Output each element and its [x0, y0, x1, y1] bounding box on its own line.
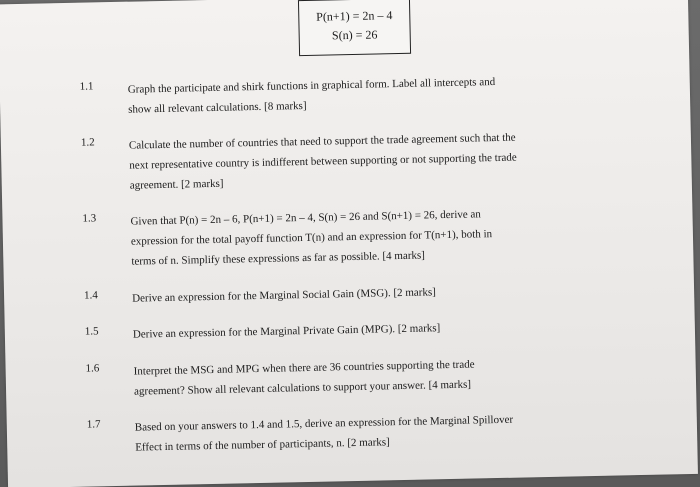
question-1-3: [2, 200, 692, 268]
question-line: show all relevant calculations. [8 marks]: [128, 99, 307, 116]
question-number: 1.3: [82, 212, 97, 225]
question-line: next representative country is indifferent between supporting or not supporting the trade: [129, 151, 517, 172]
question-line: terms of n. Simplify these expressions as far as possible. [4 marks]: [131, 249, 426, 268]
question-number: 1.2: [80, 136, 95, 149]
question-text: [130, 202, 601, 272]
question-1-7: [7, 406, 697, 454]
question-line: Given that P(n) = 2n – 6, P(n+1) = 2n – 4, S(n) = 26 and S(n+1) = 26, derive an: [130, 208, 481, 228]
formula-line: P(n+1) = 2n – 4: [316, 8, 393, 24]
question-text: [133, 315, 603, 345]
question-1-2: [1, 124, 691, 192]
formula-line: S(n) = 26: [331, 27, 378, 43]
question-1-4: [4, 277, 694, 305]
question-number: 1.7: [86, 418, 101, 431]
question-text: [128, 70, 599, 120]
question-text: [133, 352, 604, 402]
question-line: Based on your answers to 1.4 and 1.5, derive an expression for the Marginal Spillover: [134, 413, 514, 434]
question-1-6: [6, 350, 696, 398]
question-1-1: [0, 68, 689, 116]
question-number: 1.5: [84, 325, 99, 338]
question-line: agreement? Show all relevant calculations to support your answer. [4 marks]: [133, 378, 472, 398]
formula-box: [298, 0, 411, 56]
question-line: agreement. [2 marks]: [129, 177, 224, 192]
question-text: [132, 279, 602, 309]
question-text: [129, 126, 600, 196]
question-number: 1.1: [79, 80, 94, 93]
question-number: 1.6: [85, 362, 100, 375]
question-line: Graph the participate and shirk functions in graphical form. Label all intercepts and: [127, 76, 496, 96]
question-number: 1.4: [83, 289, 98, 302]
question-line: expression for the total payoff function T(n) and an expression for T(n+1), both in: [130, 228, 493, 248]
question-1-5: [5, 313, 695, 341]
question-line: Interpret the MSG and MPG when there are 36 countries supporting the trade: [133, 358, 475, 378]
question-line: Derive an expression for the Marginal Social Gain (MSG). [2 marks]: [132, 286, 436, 305]
question-line: Derive an expression for the Marginal Private Gain (MPG). [2 marks]: [132, 322, 441, 341]
question-line: Calculate the number of countries that need to support the trade agreement such that the: [128, 131, 516, 152]
question-line: Effect in terms of the number of participants, n. [2 marks]: [135, 436, 390, 454]
question-text: [135, 408, 606, 458]
